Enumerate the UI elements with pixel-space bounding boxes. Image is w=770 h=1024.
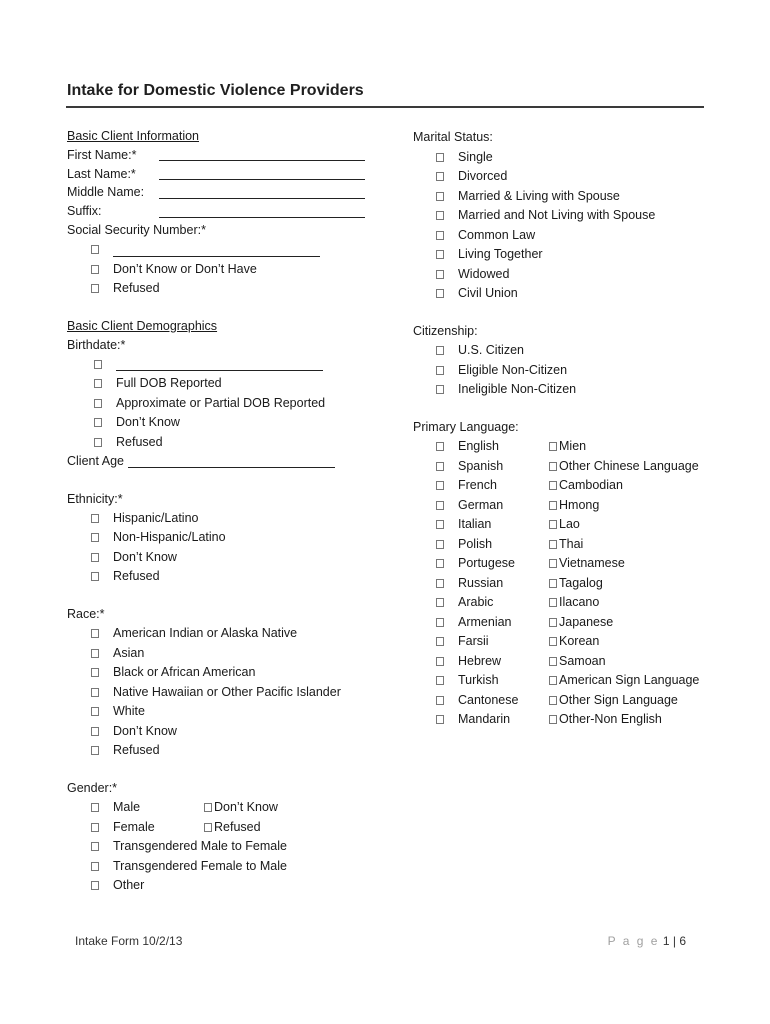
gender-option[interactable]: Female bbox=[91, 819, 201, 835]
checkbox-icon[interactable] bbox=[549, 696, 557, 705]
marital-option[interactable]: Single bbox=[436, 149, 676, 165]
checkbox-icon[interactable] bbox=[91, 245, 99, 254]
citizenship-option[interactable]: U.S. Citizen bbox=[436, 342, 636, 358]
language-label: Primary Language: bbox=[413, 420, 519, 434]
language-option[interactable]: Portugese bbox=[436, 555, 536, 571]
checkbox-icon[interactable] bbox=[549, 637, 557, 646]
birthdate-field[interactable] bbox=[116, 370, 323, 371]
citizenship-option[interactable]: Eligible Non-Citizen bbox=[436, 362, 636, 378]
language-option[interactable]: Hmong bbox=[549, 497, 709, 513]
language-option[interactable]: Other-Non English bbox=[549, 711, 709, 727]
checkbox-icon[interactable] bbox=[436, 462, 444, 471]
checkbox-icon[interactable] bbox=[436, 211, 444, 220]
birthdate-label: Birthdate:* bbox=[67, 338, 126, 352]
checkbox-icon[interactable] bbox=[436, 520, 444, 529]
checkbox-icon[interactable] bbox=[549, 501, 557, 510]
ssn-checkbox[interactable] bbox=[91, 241, 111, 257]
first-name-label: First Name:* bbox=[67, 148, 137, 162]
checkbox-icon[interactable] bbox=[91, 803, 99, 812]
language-option[interactable]: Spanish bbox=[436, 458, 536, 474]
checkbox-icon[interactable] bbox=[549, 520, 557, 529]
citizenship-option[interactable]: Ineligible Non-Citizen bbox=[436, 381, 636, 397]
language-option[interactable]: Farsii bbox=[436, 633, 536, 649]
language-option[interactable]: Italian bbox=[436, 516, 536, 532]
suffix-label: Suffix: bbox=[67, 204, 102, 218]
checkbox-icon[interactable] bbox=[91, 572, 99, 581]
language-option[interactable]: Hebrew bbox=[436, 653, 536, 669]
checkbox-icon[interactable] bbox=[94, 379, 102, 388]
gender-option[interactable]: Transgendered Male to Female bbox=[91, 838, 311, 854]
language-option[interactable]: French bbox=[436, 477, 536, 493]
race-option[interactable]: Black or African American bbox=[91, 664, 361, 680]
language-option[interactable]: Mandarin bbox=[436, 711, 536, 727]
checkbox-icon[interactable] bbox=[436, 481, 444, 490]
checkbox-icon[interactable] bbox=[549, 598, 557, 607]
suffix-field[interactable] bbox=[159, 217, 365, 218]
checkbox-icon[interactable] bbox=[91, 668, 99, 677]
language-option[interactable]: German bbox=[436, 497, 536, 513]
language-option[interactable]: Lao bbox=[549, 516, 709, 532]
marital-label: Marital Status: bbox=[413, 130, 493, 144]
checkbox-icon[interactable] bbox=[91, 284, 99, 293]
checkbox-icon[interactable] bbox=[436, 618, 444, 627]
ethnicity-option[interactable]: Hispanic/Latino bbox=[91, 510, 311, 526]
language-option[interactable]: Russian bbox=[436, 575, 536, 591]
checkbox-icon[interactable] bbox=[91, 881, 99, 890]
checkbox-icon[interactable] bbox=[436, 346, 444, 355]
checkbox-icon[interactable] bbox=[436, 442, 444, 451]
page-current: 1 bbox=[662, 934, 670, 948]
checkbox-icon[interactable] bbox=[436, 696, 444, 705]
marital-option[interactable]: Widowed bbox=[436, 266, 676, 282]
checkbox-icon[interactable] bbox=[549, 579, 557, 588]
race-option[interactable]: Asian bbox=[91, 645, 361, 661]
gender-option[interactable]: Male bbox=[91, 799, 291, 815]
checkbox-icon[interactable] bbox=[91, 727, 99, 736]
checkbox-icon[interactable] bbox=[91, 553, 99, 562]
language-option[interactable]: Tagalog bbox=[549, 575, 709, 591]
checkbox-icon[interactable] bbox=[436, 153, 444, 162]
ethnicity-label: Ethnicity:* bbox=[67, 492, 123, 506]
checkbox-icon[interactable] bbox=[436, 385, 444, 394]
race-label: Race:* bbox=[67, 607, 105, 621]
checkbox-icon[interactable] bbox=[94, 399, 102, 408]
form-id: Intake Form 10/2/13 bbox=[75, 934, 183, 948]
checkbox-icon[interactable] bbox=[549, 715, 557, 724]
checkbox-icon[interactable] bbox=[549, 559, 557, 568]
title-divider bbox=[66, 106, 704, 108]
marital-option[interactable]: Divorced bbox=[436, 168, 676, 184]
checkbox-icon[interactable] bbox=[549, 540, 557, 549]
checkbox-icon[interactable] bbox=[91, 649, 99, 658]
race-option[interactable]: Refused bbox=[91, 742, 361, 758]
checkbox-icon[interactable] bbox=[549, 442, 557, 451]
page-number bbox=[608, 934, 686, 948]
language-option[interactable]: Polish bbox=[436, 536, 536, 552]
checkbox-icon[interactable] bbox=[91, 707, 99, 716]
language-option[interactable]: American Sign Language bbox=[549, 672, 709, 688]
checkbox-icon[interactable] bbox=[91, 265, 99, 274]
marital-option[interactable]: Married and Not Living with Spouse bbox=[436, 207, 676, 223]
language-option[interactable]: Arabic bbox=[436, 594, 536, 610]
ethnicity-option[interactable]: Non-Hispanic/Latino bbox=[91, 529, 311, 545]
page-total: 6 bbox=[679, 934, 686, 948]
checkbox-icon[interactable] bbox=[91, 746, 99, 755]
first-name-field[interactable] bbox=[159, 160, 365, 161]
language-option[interactable]: Ilacano bbox=[549, 594, 709, 610]
marital-option[interactable]: Common Law bbox=[436, 227, 676, 243]
checkbox-icon[interactable] bbox=[436, 676, 444, 685]
checkbox-icon[interactable] bbox=[436, 559, 444, 568]
checkbox-icon[interactable] bbox=[204, 803, 212, 812]
checkbox-icon[interactable] bbox=[436, 540, 444, 549]
marital-option[interactable]: Married & Living with Spouse bbox=[436, 188, 676, 204]
checkbox-icon[interactable] bbox=[91, 688, 99, 697]
checkbox-icon[interactable] bbox=[436, 579, 444, 588]
checkbox-icon[interactable] bbox=[549, 657, 557, 666]
checkbox-icon[interactable] bbox=[94, 418, 102, 427]
dob-option[interactable]: Approximate or Partial DOB Reported bbox=[94, 395, 334, 411]
dob-option[interactable]: Don’t Know bbox=[94, 414, 334, 430]
language-option[interactable]: Samoan bbox=[549, 653, 709, 669]
gender-label: Gender:* bbox=[67, 781, 118, 795]
checkbox-icon[interactable] bbox=[91, 533, 99, 542]
ssn-option[interactable]: Refused bbox=[91, 280, 291, 296]
gender-option[interactable]: Refused bbox=[204, 819, 304, 835]
checkbox-icon[interactable] bbox=[436, 715, 444, 724]
checkbox-icon[interactable] bbox=[436, 289, 444, 298]
page-separator: | bbox=[672, 934, 676, 948]
checkbox-icon[interactable] bbox=[436, 598, 444, 607]
gender-option[interactable]: Other bbox=[91, 877, 311, 893]
checkbox-icon[interactable] bbox=[436, 231, 444, 240]
middle-name-field[interactable] bbox=[159, 198, 365, 199]
ethnicity-option[interactable]: Refused bbox=[91, 568, 311, 584]
marital-option[interactable]: Civil Union bbox=[436, 285, 676, 301]
page-word: P a g e bbox=[607, 934, 660, 948]
checkbox-icon[interactable] bbox=[436, 172, 444, 181]
demographics-heading: Basic Client Demographics bbox=[67, 319, 218, 333]
checkbox-icon[interactable] bbox=[436, 501, 444, 510]
client-age-field[interactable] bbox=[128, 467, 335, 468]
checkbox-icon[interactable] bbox=[436, 637, 444, 646]
language-option[interactable]: Korean bbox=[549, 633, 709, 649]
language-option[interactable]: Vietnamese bbox=[549, 555, 709, 571]
checkbox-icon[interactable] bbox=[91, 823, 99, 832]
language-option[interactable]: Mien bbox=[549, 438, 709, 454]
last-name-field[interactable] bbox=[159, 179, 365, 180]
language-option[interactable]: English bbox=[436, 438, 536, 454]
checkbox-icon[interactable] bbox=[549, 618, 557, 627]
dob-option[interactable]: Full DOB Reported bbox=[94, 375, 334, 391]
dob-option[interactable]: Refused bbox=[94, 434, 334, 450]
checkbox-icon[interactable] bbox=[436, 192, 444, 201]
checkbox-icon[interactable] bbox=[436, 366, 444, 375]
language-option[interactable]: Cantonese bbox=[436, 692, 536, 708]
checkbox-icon[interactable] bbox=[204, 823, 212, 832]
ssn-field[interactable] bbox=[113, 256, 320, 257]
gender-option[interactable]: Transgendered Female to Male bbox=[91, 858, 311, 874]
checkbox-icon[interactable] bbox=[91, 842, 99, 851]
client-age-label: Client Age bbox=[67, 454, 124, 468]
language-option[interactable]: Japanese bbox=[549, 614, 709, 630]
race-option[interactable]: American Indian or Alaska Native bbox=[91, 625, 361, 641]
race-option[interactable]: Native Hawaiian or Other Pacific Islander bbox=[91, 684, 361, 700]
checkbox-icon[interactable] bbox=[91, 862, 99, 871]
language-option[interactable]: Other Sign Language bbox=[549, 692, 709, 708]
gender-option[interactable]: Don’t Know bbox=[204, 799, 304, 815]
language-option[interactable]: Armenian bbox=[436, 614, 536, 630]
birthdate-checkbox[interactable] bbox=[94, 356, 114, 372]
ssn-option[interactable]: Don’t Know or Don’t Have bbox=[91, 261, 291, 277]
race-option[interactable]: White bbox=[91, 703, 361, 719]
race-option[interactable]: Don’t Know bbox=[91, 723, 361, 739]
checkbox-icon[interactable] bbox=[549, 676, 557, 685]
checkbox-icon[interactable] bbox=[549, 462, 557, 471]
citizenship-label: Citizenship: bbox=[413, 324, 478, 338]
checkbox-icon[interactable] bbox=[91, 629, 99, 638]
checkbox-icon[interactable] bbox=[436, 270, 444, 279]
checkbox-icon[interactable] bbox=[94, 360, 102, 369]
checkbox-icon[interactable] bbox=[91, 514, 99, 523]
basic-info-heading: Basic Client Information bbox=[67, 129, 200, 143]
checkbox-icon[interactable] bbox=[549, 481, 557, 490]
middle-name-label: Middle Name: bbox=[67, 185, 145, 199]
language-option[interactable]: Cambodian bbox=[549, 477, 709, 493]
language-option[interactable]: Turkish bbox=[436, 672, 536, 688]
last-name-label: Last Name:* bbox=[67, 167, 136, 181]
ssn-label: Social Security Number:* bbox=[67, 223, 206, 237]
marital-option[interactable]: Living Together bbox=[436, 246, 676, 262]
form-title: Intake for Domestic Violence Providers bbox=[67, 82, 364, 99]
ethnicity-option[interactable]: Don’t Know bbox=[91, 549, 311, 565]
checkbox-icon[interactable] bbox=[436, 250, 444, 259]
checkbox-icon[interactable] bbox=[94, 438, 102, 447]
checkbox-icon[interactable] bbox=[436, 657, 444, 666]
language-option[interactable]: Thai bbox=[549, 536, 709, 552]
language-option[interactable]: Other Chinese Language bbox=[549, 458, 709, 474]
